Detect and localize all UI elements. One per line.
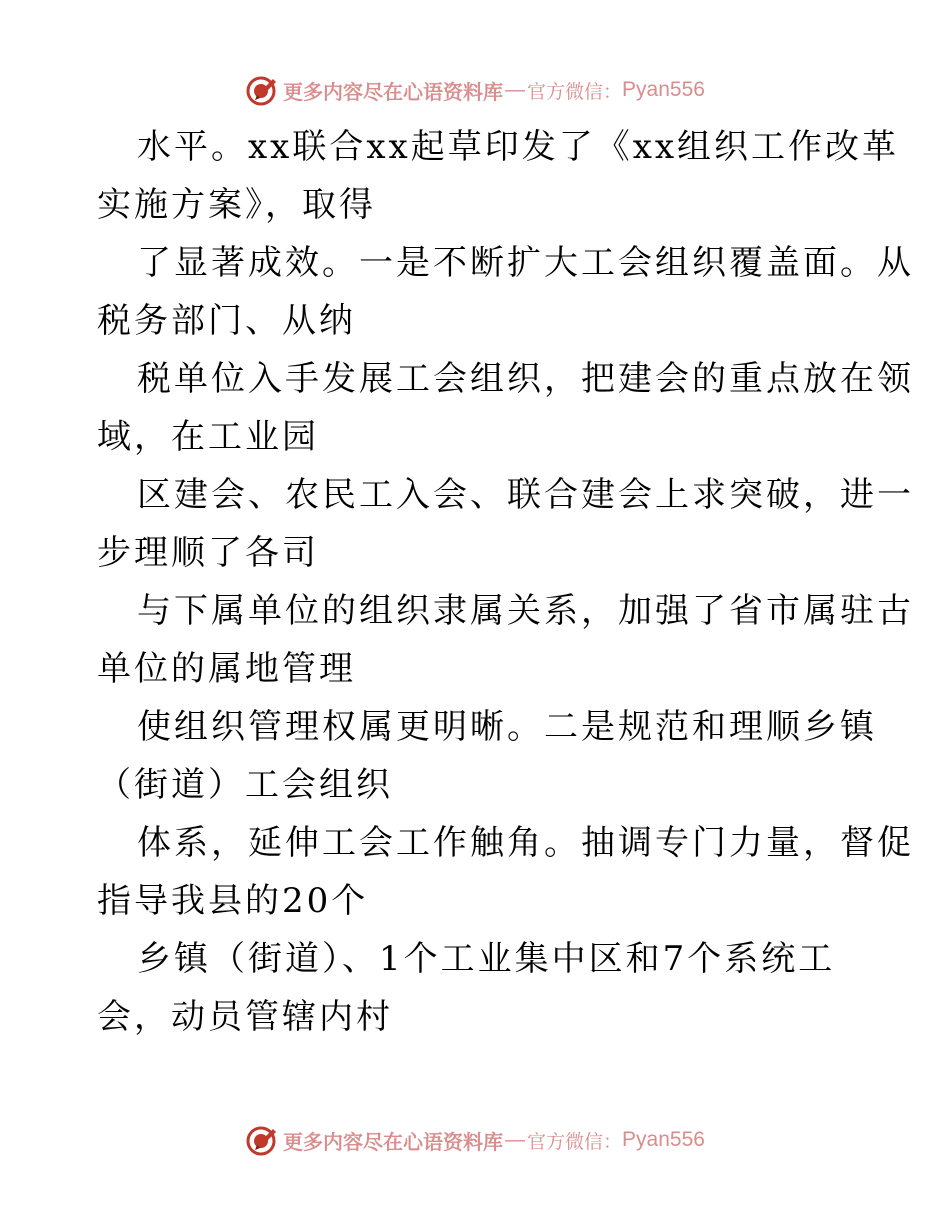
banner-wechat-label: 官方微信： <box>527 80 623 103</box>
footer-banner <box>0 1120 950 1160</box>
body-line: 域，在工业园 <box>97 417 319 457</box>
body-line: 了显著成效。一是不断扩大工会组织覆盖面。从 <box>137 243 914 283</box>
banner-brand-text: 更多内容尽在心语资料库 <box>283 1129 504 1154</box>
document-body <box>97 118 914 1046</box>
banner-wechat-id: Pyan556 <box>622 1128 705 1151</box>
body-line: 会，动员管辖内村 <box>97 997 393 1037</box>
body-line: 区建会、农民工入会、联合建会上求突破，进一 <box>137 475 914 515</box>
banner-separator: — <box>505 1128 526 1151</box>
body-line: 体系，延伸工会工作触角。抽调专门力量，督促 <box>137 823 914 863</box>
body-line: 实施方案》，取得 <box>97 185 376 225</box>
banner-separator: — <box>505 78 526 101</box>
body-line: 税单位入手发展工会组织，把建会的重点放在领 <box>137 359 914 399</box>
body-line: 使组织管理权属更明晰。二是规范和理顺乡镇 <box>137 707 877 747</box>
banner-brand-text: 更多内容尽在心语资料库 <box>283 79 504 104</box>
body-line: 乡镇（街道）、1个工业集中区和7个系统工 <box>137 939 836 979</box>
body-line: 步理顺了各司 <box>97 533 319 573</box>
banner-wechat-label: 官方微信： <box>527 1130 623 1153</box>
body-line: 指导我县的20个 <box>97 881 369 921</box>
header-banner <box>0 70 950 110</box>
body-line: 与下属单位的组织隶属关系，加强了省市属驻古 <box>137 591 914 631</box>
body-line: 水平。xx联合xx起草印发了《xx组织工作改革 <box>137 127 900 167</box>
body-line: 税务部门、从纳 <box>97 301 356 341</box>
body-line: 单位的属地管理 <box>97 649 356 689</box>
pen-logo-icon <box>245 73 279 107</box>
body-line: （街道）工会组织 <box>97 765 393 805</box>
banner-wechat-id: Pyan556 <box>622 78 705 101</box>
pen-logo-icon <box>245 1123 279 1157</box>
